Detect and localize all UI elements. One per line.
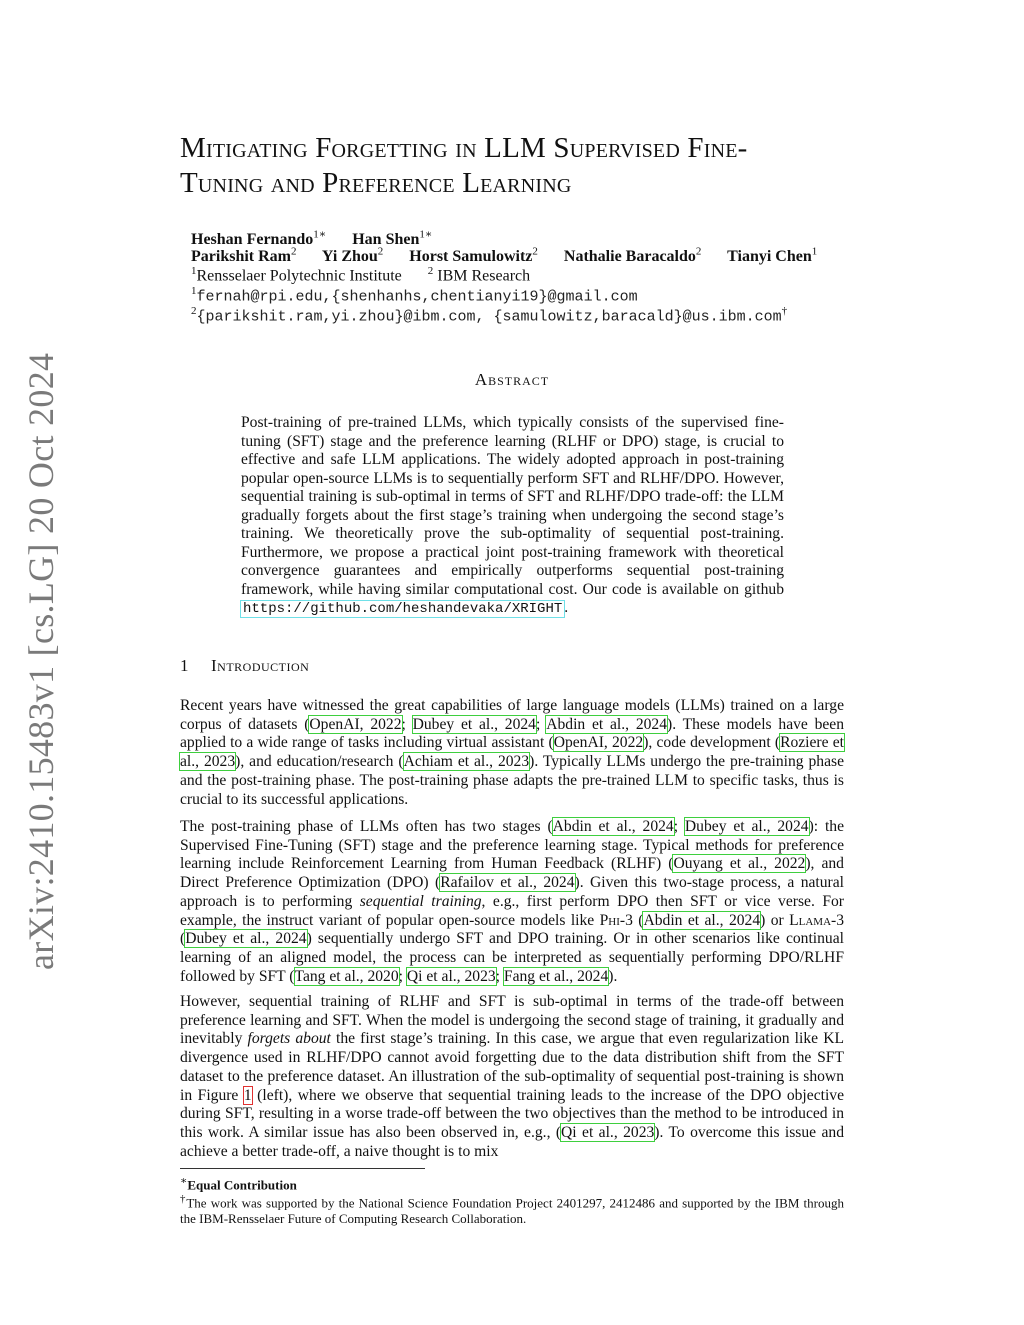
author-row-2	[191, 246, 839, 266]
citation-link[interactable]: Abdin et al., 2024	[643, 911, 761, 929]
email-line-2: $^2${parikshit.ram,yi.zhou}@ibm.com, {samulowitz,baracald}@us.ibm.com†	[191, 305, 788, 326]
paragraph-3: However, sequential training of RLHF and SFT is sub-optimal in terms of the trade-off between preference learning and SFT. When the model is undergoing the second stage of training, it gradually and inevitably forgets about the first stage’s training. In this case, we argue that even regularization like KL divergence used in RLHF/DPO cannot avoid forgetting due to the data distribution shift from the SFT dataset to the preference dataset. An illustration of the sub-optimality of sequential post-training is shown in Figure 1 (left), where we observe that sequential training leads to the increase of the DPO objective during SFT, resulting in a worse trade-off between the two objectives than the method to be introduced in this work. A similar issue has also been observed in, e.g., (Qi et al., 2023). To overcome this issue and achieve a better trade-off, a naive thought is to mix	[180, 993, 844, 1160]
author: Han Shen$^{1∗}$	[352, 229, 433, 249]
citation-link[interactable]: Abdin et al., 2024	[552, 818, 674, 835]
section-heading: 1 Introduction	[180, 656, 310, 675]
figure-link[interactable]: 1	[243, 1086, 252, 1104]
citation-link[interactable]: Qi et al., 2023	[406, 967, 496, 985]
author: Tianyi Chen$^1$	[727, 246, 818, 266]
affiliations: $^1$Rensselaer Polytechnic Institute $^2$ IBM Research	[191, 265, 531, 285]
citation-link[interactable]: Dubey et al., 2024	[185, 930, 307, 948]
citation-link[interactable]: Abdin et al., 2024	[546, 715, 668, 733]
citation-link[interactable]: Ouyang et al., 2022	[673, 855, 806, 873]
paragraph-2: The post-training phase of LLMs often has two stages (Abdin et al., 2024; Dubey et al., 2024): the Supervised Fine-Tuning (SFT) stage and the preference learning stage. Typical methods for preference learning include Reinforcement Learning from Human Feedback (RLHF) (Ouyang et al., 2022), and Direct Preference Optimization (DPO) (Rafailov et al., 2024). Given this two-stage process, a natural approach is to performing sequential training, e.g., first perform DPO then SFT or vice verse. For example, the instruct variant of popular open-source models like Phi-3 (Abdin et al., 2024) or Llama-3 (Dubey et al., 2024) sequentially undergo SFT and DPO training. Or in other scenarios like continual learning of an aligned model, the process can be interpreted as sequentially performing DPO/RLHF followed by SFT (Tang et al., 2020; Qi et al., 2023; Fang et al., 2024).	[180, 818, 845, 985]
citation-link[interactable]: Achiam et al., 2023	[403, 753, 530, 771]
abstract-body: Post-training of pre-trained LLMs, which typically consists of the supervised fine-tuning (SFT) stage and the preference learning (RLHF or DPO) stage, is crucial to effective and safe LLM applications. The widely adopted approach in post-training popular open-source LLMs is to sequentially perform SFT and RLHF/DPO. However, sequential training is sub-optimal in terms of SFT and RLHF/DPO trade-off: the LLM gradually forgets about the first stage’s training when undergoing the second stage’s training. We theoretically prove the sub-optimality of sequential post-training. Furthermore, we propose a practical joint post-training framework with theoretical convergence guarantees and empirically outperforms sequential post-training framework, while having similar computational cost. Our code is available on github https://github.com/heshandevaka/XRIGHT .	[241, 414, 784, 617]
title-line-1: Mitigating Forgetting in LLM Supervised Fine-	[180, 132, 748, 164]
email-line-1: $^1$fernah@rpi.edu,{shenhanhs,chentianyi19}@gmail.com	[191, 285, 638, 306]
arxiv-stamp: arXiv:2410.15483v1 [cs.LG] 20 Oct 2024	[21, 352, 61, 970]
author: Yi Zhou$^2$	[321, 246, 384, 266]
github-link[interactable]: https://github.com/heshandevaka/XRIGHT	[243, 601, 563, 617]
title-line-2: Tuning and Preference Learning	[180, 167, 572, 199]
footnote-2: †The work was supported by the National Science Foundation Project 2401297, 2412486 and supported by the IBM through the IBM-Rensselaer Future of Computing Research Collaboration.	[180, 1193, 844, 1227]
citation-link[interactable]: OpenAI, 2022	[309, 715, 402, 733]
citation-link[interactable]: Rafailov et al., 2024	[440, 874, 575, 892]
citation-link[interactable]: Dubey et al., 2024	[684, 818, 809, 835]
author: Nathalie Baracaldo$^2$	[563, 246, 702, 266]
citation-link[interactable]: Dubey et al., 2024	[412, 715, 536, 733]
author: Heshan Fernando$^{1∗}$	[191, 229, 327, 249]
citation-link[interactable]: Fang et al., 2024	[503, 967, 609, 985]
citation-link[interactable]: OpenAI, 2022	[553, 734, 644, 752]
citation-link[interactable]: Qi et al., 2023	[561, 1123, 655, 1141]
paper-title	[180, 131, 860, 201]
paragraph-1: Recent years have witnessed the great capabilities of large language models (LLMs) trained on a large corpus of datasets (OpenAI, 2022; Dubey et al., 2024; Abdin et al., 2024). These models have been applied to a wide range of tasks including virtual assistant (OpenAI, 2022), code development (Roziere et al., 2023), and education/research (Achiam et al., 2023). Typically LLMs undergo the pre-training phase and the post-training phase. The post-training phase adapts the pre-trained LLM to specific tasks, thus is crucial to its successful applications.	[180, 697, 845, 808]
footnote-1: ∗Equal Contribution	[180, 1175, 297, 1193]
footnote-rule	[180, 1168, 425, 1169]
author: Parikshit Ram$^2$	[191, 246, 297, 266]
citation-link[interactable]: Roziere et al., 2023	[180, 734, 844, 771]
abstract-heading: Abstract	[474, 370, 550, 389]
citation-link[interactable]: Tang et al., 2020	[294, 967, 399, 985]
author: Horst Samulowitz$^2$	[409, 246, 538, 266]
